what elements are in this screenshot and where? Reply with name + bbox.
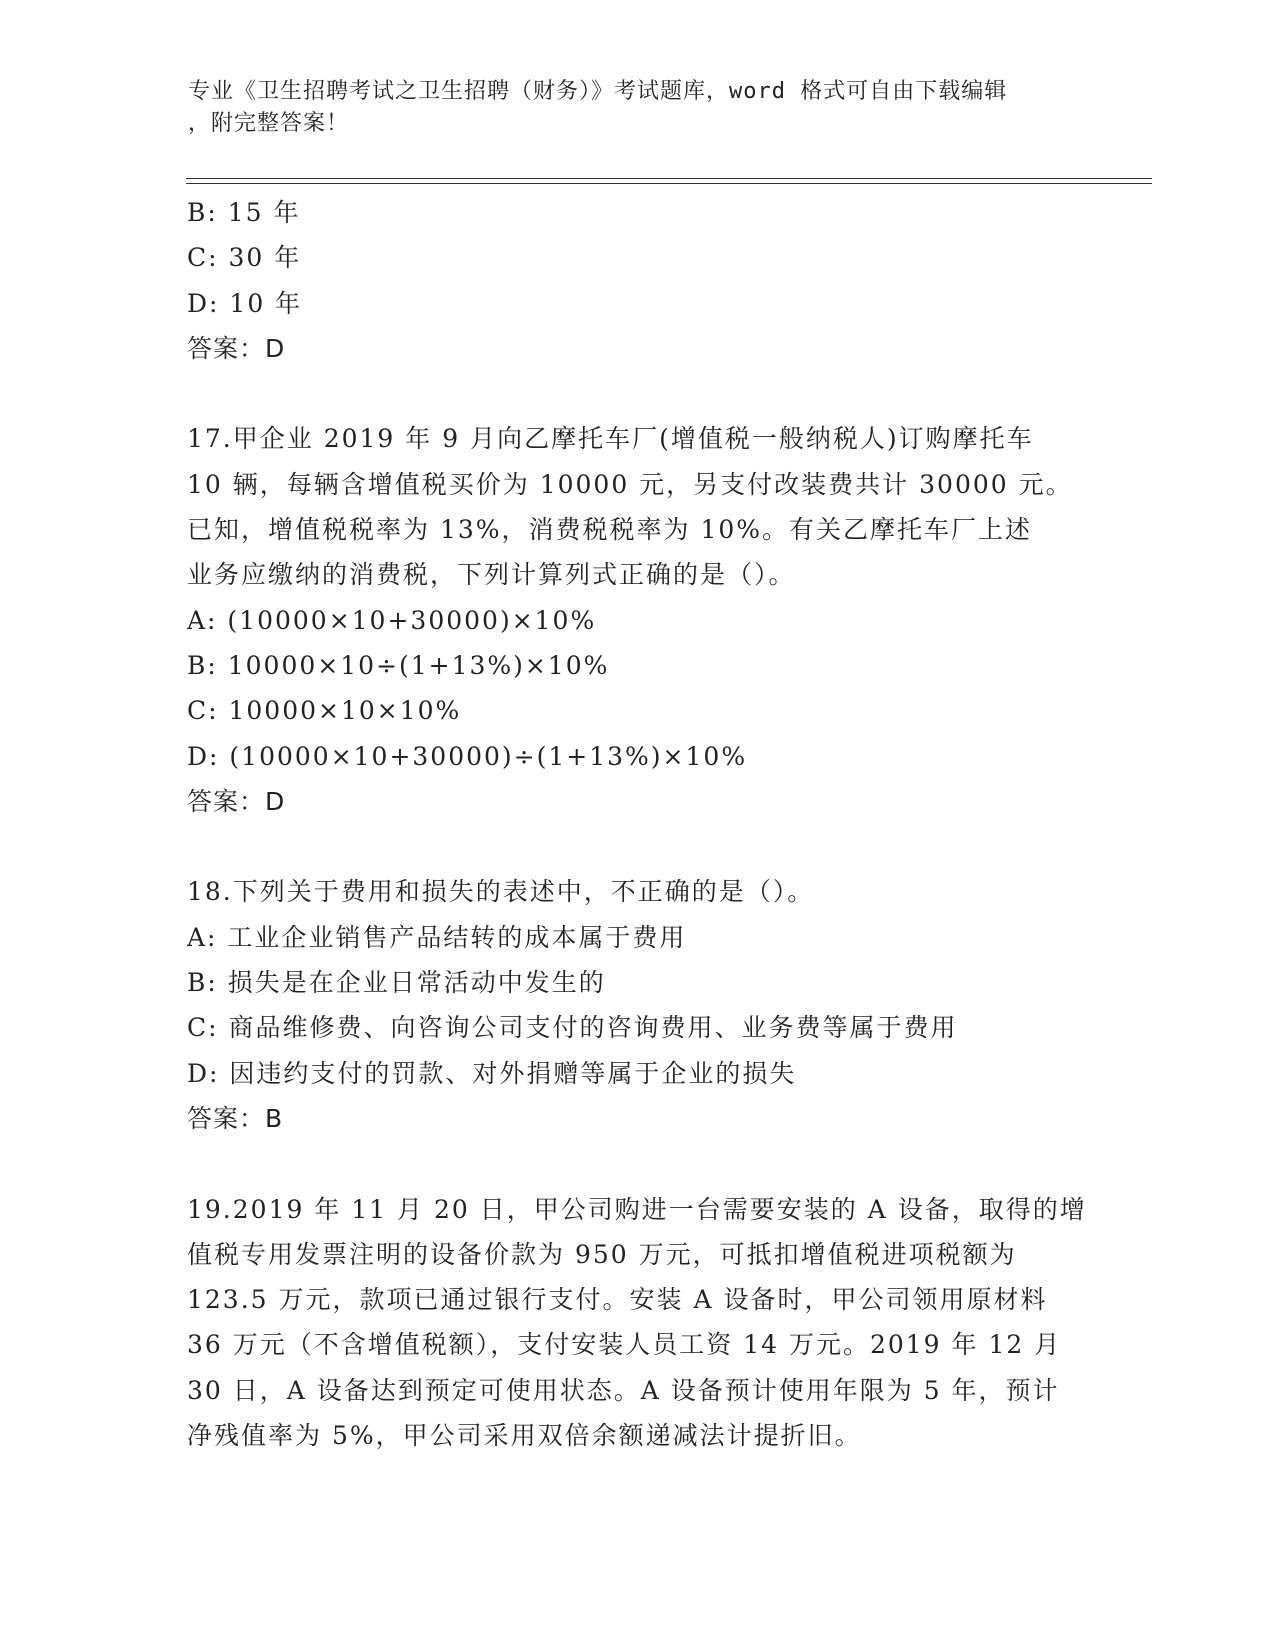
option-a: A: (10000×10+30000)×10% <box>187 605 597 635</box>
answer-label: 答案：D <box>187 786 286 816</box>
spacer <box>187 1141 1087 1186</box>
header-line-1: 专业《卫生招聘考试之卫生招聘（财务）》考试题库，word 格式可自由下载编辑 <box>188 79 1008 104</box>
question-stem-line: 18.下列关于费用和损失的表述中，不正确的是（）。 <box>187 877 815 907</box>
option-d: D: (10000×10+30000)÷(1+13%)×10% <box>187 741 748 771</box>
answer-label: 答案：D <box>187 333 286 363</box>
question-17 <box>187 416 1087 824</box>
question-stem-line: 业务应缴纳的消费税，下列计算列式正确的是（）。 <box>187 560 796 590</box>
question-stem-line: 36 万元（不含增值税额），支付安装人员工资 14 万元。2019 年 12 月 <box>187 1330 1062 1360</box>
option-b: B: 损失是在企业日常活动中发生的 <box>187 968 606 998</box>
question-stem-line: 净残值率为 5%，甲公司采用双倍余额递减法计提折旧。 <box>187 1421 862 1451</box>
header-divider-top <box>186 178 1152 179</box>
page-header <box>188 76 1088 140</box>
question-19 <box>187 1187 1087 1459</box>
header-line-2: ，附完整答案！ <box>188 111 350 136</box>
question-stem-line: 已知，增值税税率为 13%，消费税税率为 10%。有关乙摩托车厂上述 <box>187 515 1033 545</box>
spacer <box>187 824 1087 869</box>
option-c: C: 商品维修费、向咨询公司支付的咨询费用、业务费等属于费用 <box>187 1013 958 1043</box>
question-stem-line: 值税专用发票注明的设备价款为 950 万元，可抵扣增值税进项税额为 <box>187 1239 1017 1269</box>
question-18 <box>187 869 1087 1141</box>
option-c: C: 30 年 <box>187 243 302 273</box>
spacer <box>187 371 1087 416</box>
option-d: D: 因违约支付的罚款、对外捐赠等属于企业的损失 <box>187 1058 797 1088</box>
option-c: C: 10000×10×10% <box>187 696 462 726</box>
option-b: B: 15 年 <box>187 198 301 227</box>
header-divider-bottom <box>186 183 1152 184</box>
option-a: A: 工业企业销售产品结转的成本属于费用 <box>187 922 687 952</box>
prev-question <box>187 190 1087 371</box>
answer-label: 答案：B <box>187 1103 284 1133</box>
question-content <box>187 190 1087 1458</box>
question-stem-line: 123.5 万元，款项已通过银行支付。安装 A 设备时，甲公司领用原材料 <box>187 1285 1048 1315</box>
question-stem-line: 10 辆，每辆含增值税买价为 10000 元，另支付改装费共计 30000 元。 <box>187 469 1073 499</box>
option-d: D: 10 年 <box>187 288 303 318</box>
question-stem-line: 17.甲企业 2019 年 9 月向乙摩托车厂(增值税一般纳税人)订购摩托车 <box>187 424 1034 454</box>
question-stem-line: 19.2019 年 11 月 20 日，甲公司购进一台需要安装的 A 设备，取得的增 <box>187 1194 1087 1224</box>
question-stem-line: 30 日，A 设备达到预定可使用状态。A 设备预计使用年限为 5 年，预计 <box>187 1375 1060 1405</box>
option-b: B: 10000×10÷(1+13%)×10% <box>187 650 610 680</box>
